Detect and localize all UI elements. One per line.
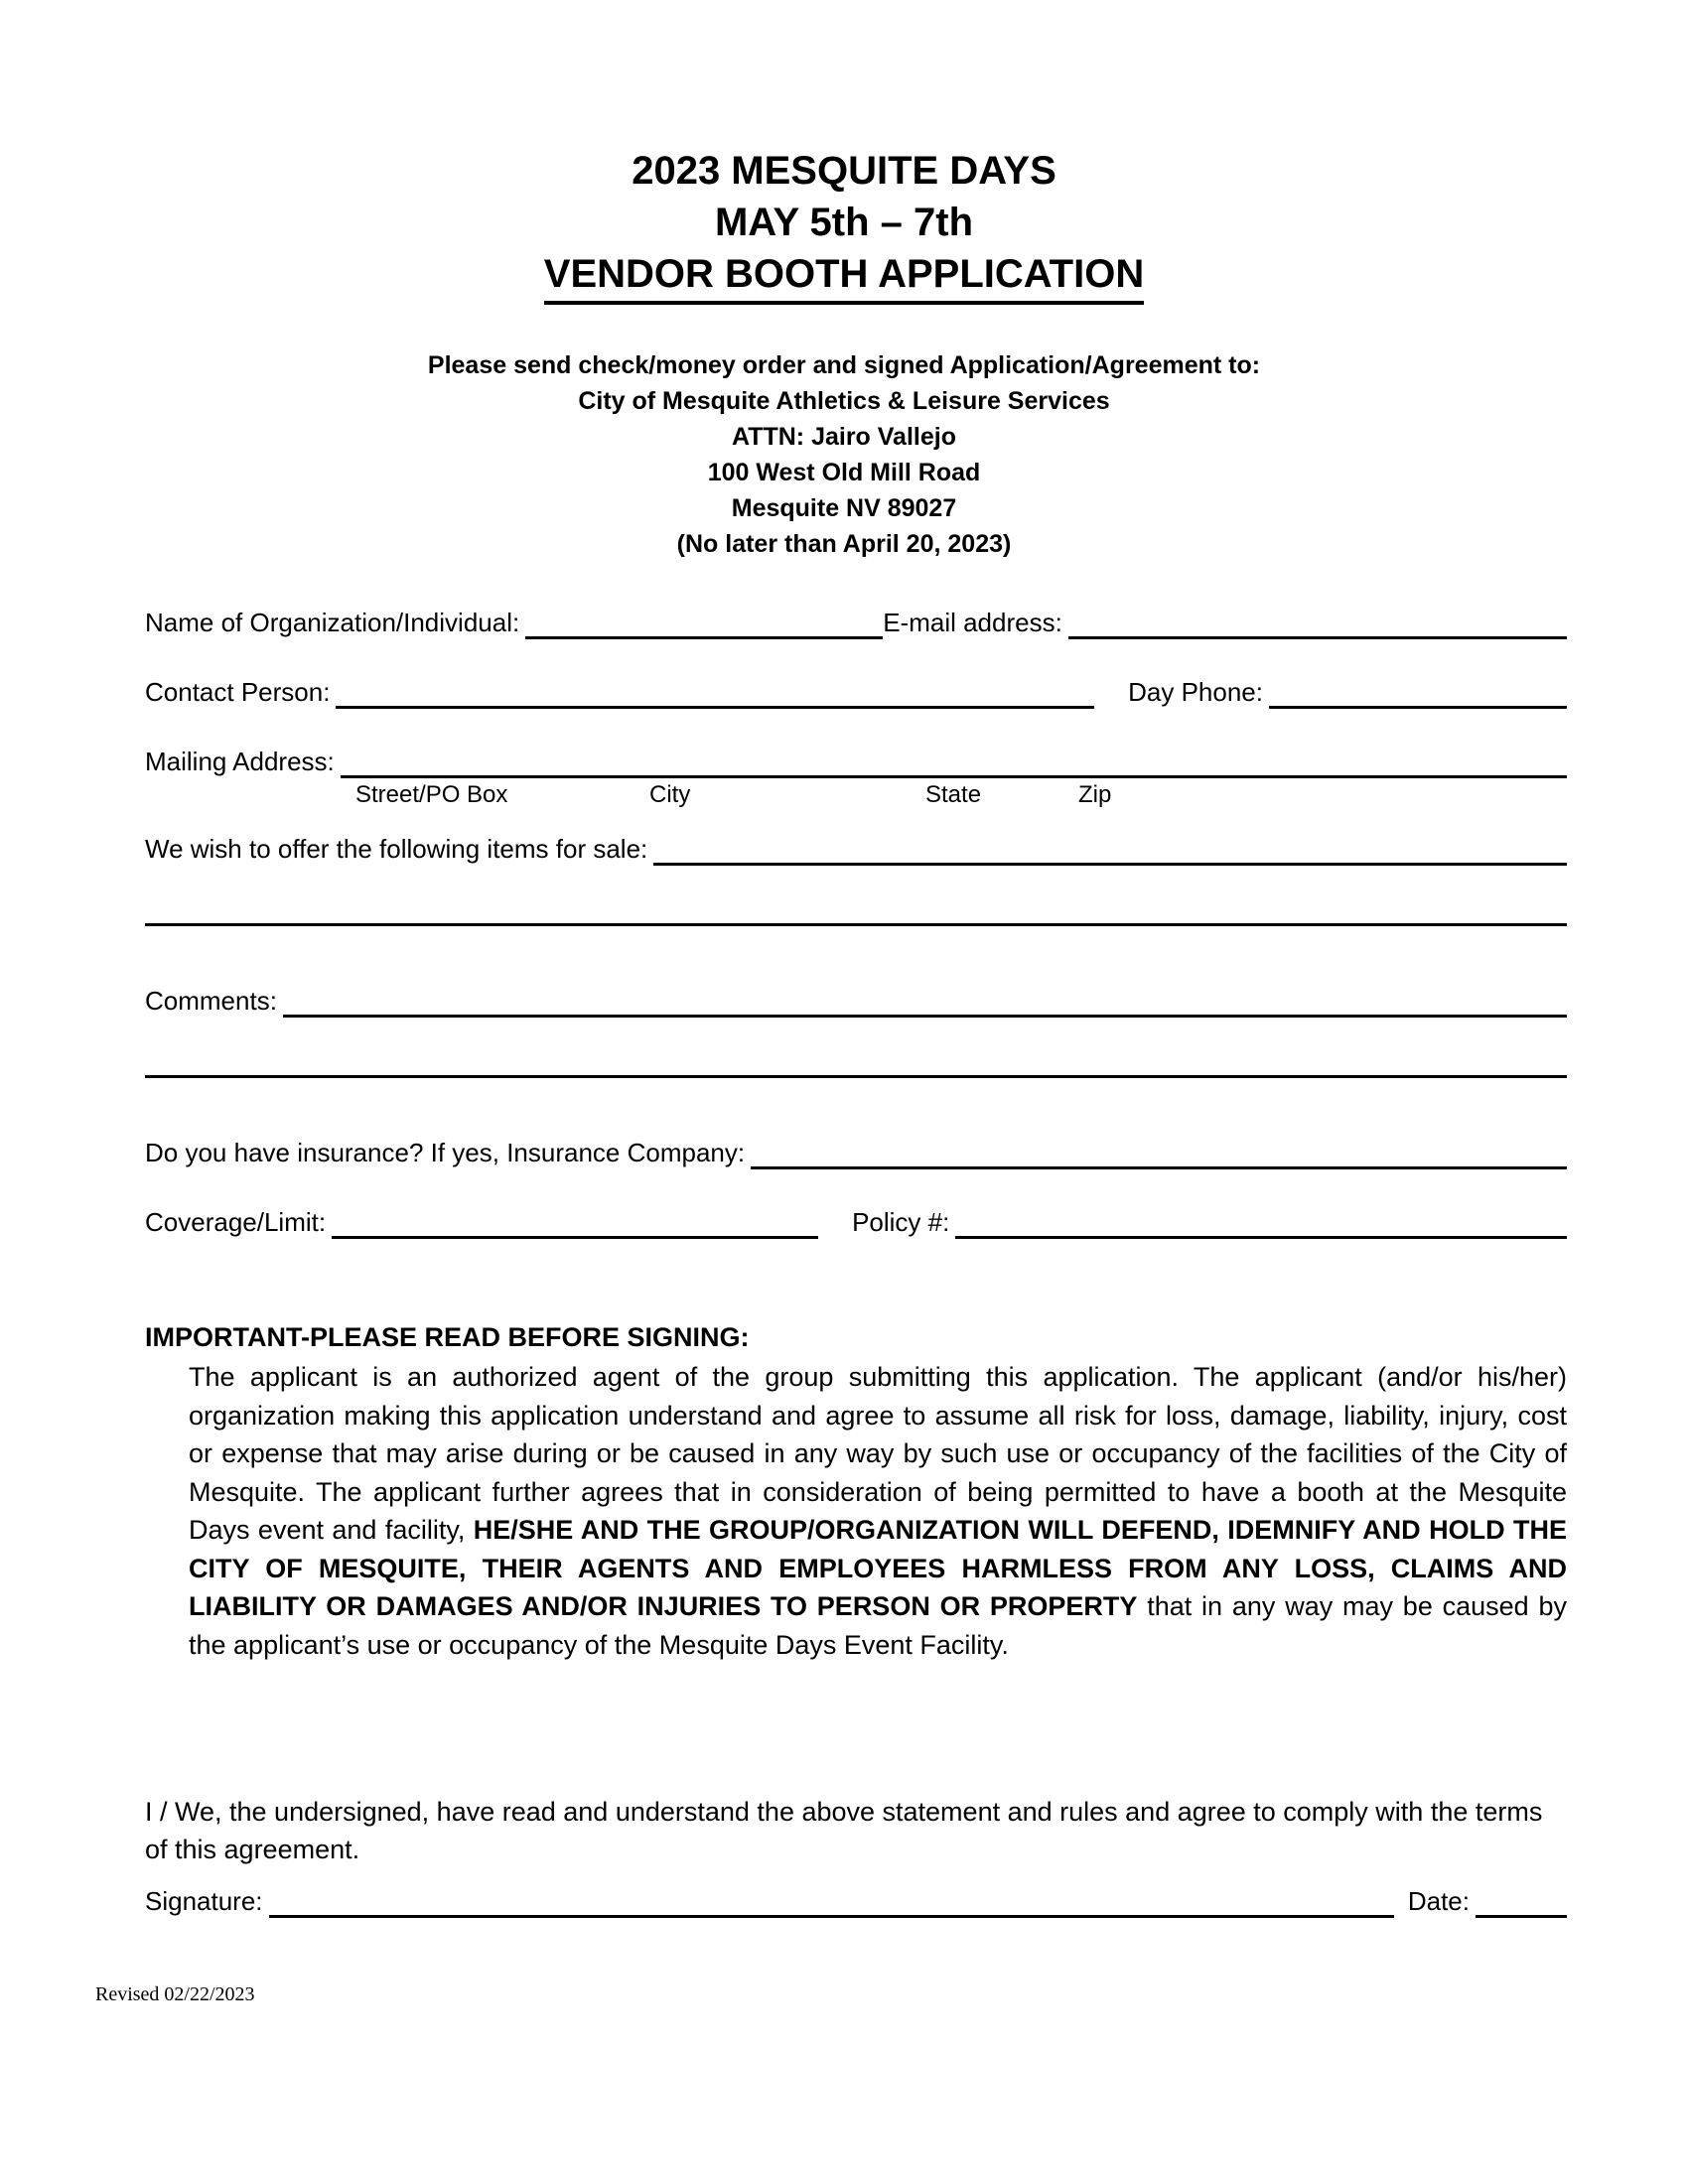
spacer <box>145 1169 1567 1205</box>
consent-statement: I / We, the undersigned, have read and understand the above statement and rules and agree to comply with the terms of this agreement. <box>145 1797 1543 1864</box>
send-attn: ATTN: Jairo Vallejo <box>732 423 956 451</box>
row-insurance <box>145 1136 1567 1169</box>
policy-input[interactable] <box>955 1206 1567 1239</box>
phone-input[interactable] <box>1269 676 1567 709</box>
row-organization-email <box>145 606 1567 639</box>
spacer <box>145 1078 1567 1136</box>
agreement-text-bold: HE/SHE AND THE GROUP/ORGANIZATION WILL DEFEND, IDEMNIFY AND HOLD THE CITY OF MESQUITE, THEIR AGENTS AND EMPLOYEES HARMLESS FROM ANY LOSS, CLAIMS AND LIABILITY OR DAMAGES AND/OR INJURIES TO PERSON OR PROPERTY <box>189 1515 1567 1621</box>
comments-label: Comments: <box>145 986 277 1016</box>
send-street: 100 West Old Mill Road <box>707 459 981 486</box>
phone-label: Day Phone: <box>1128 677 1263 707</box>
row-mailing-address <box>145 745 1567 778</box>
items-for-sale-label: We wish to offer the following items for sale: <box>145 834 648 864</box>
insurance-label: Do you have insurance? If yes, Insurance Company: <box>145 1138 746 1167</box>
contact-label: Contact Person: <box>145 677 331 707</box>
subcaption-state: State <box>925 781 982 808</box>
title-line-dates: MAY 5th – 7th <box>714 201 974 244</box>
spacer <box>145 926 1567 984</box>
row-coverage-policy <box>145 1205 1567 1239</box>
send-city-state-zip: Mesquite NV 89027 <box>731 494 957 522</box>
spacer <box>145 709 1567 745</box>
send-department: City of Mesquite Athletics & Leisure Services <box>578 387 1110 415</box>
send-deadline: (No later than April 20, 2023) <box>676 530 1012 558</box>
organization-input[interactable] <box>525 607 883 639</box>
contact-input[interactable] <box>336 676 1094 709</box>
insurance-company-input[interactable] <box>751 1137 1567 1169</box>
spacer <box>145 1018 1567 1075</box>
email-input[interactable] <box>1068 607 1567 639</box>
title-underline-span: VENDOR BOOTH APPLICATION <box>544 248 1144 305</box>
date-label: Date: <box>1407 1886 1470 1916</box>
spacer <box>145 812 1567 832</box>
comments-input-line1[interactable] <box>283 985 1567 1018</box>
title-line-form-name <box>0 248 1688 305</box>
email-label: E-mail address: <box>883 608 1062 637</box>
row-comments <box>145 984 1567 1018</box>
subcaption-zip: Zip <box>1078 781 1112 808</box>
mailing-address-label: Mailing Address: <box>145 747 335 776</box>
signature-input[interactable] <box>269 1885 1394 1918</box>
title-line-event: 2023 MESQUITE DAYS <box>632 149 1056 193</box>
agreement-text-part2: that in any way may be caused by the applicant’s use or occupancy of the Mesquite Days Event Facility. <box>189 1591 1567 1660</box>
signature-label: Signature: <box>145 1886 263 1916</box>
agreement-section <box>145 1320 1567 1664</box>
submission-address-block <box>0 347 1688 562</box>
agreement-text-part1: The applicant is an authorized agent of the group submitting this application. The applicant (and/or his/her) organization making this application understand and agree to assume all risk for loss, damage, liability, injury, cost or expense that may arise during or be caused in any way by such use or occupancy of the facilities of the City of Mesquite. The applicant further agrees that in consideration of being permitted to have a booth at the Mesquite Days event and facility, <box>189 1362 1567 1545</box>
agreement-heading: IMPORTANT-PLEASE READ BEFORE SIGNING: <box>145 1322 750 1352</box>
subcaption-street: Street/PO Box <box>355 781 508 808</box>
form-fields-area <box>145 606 1567 1239</box>
mailing-subcaptions <box>145 778 1567 812</box>
document-title-block <box>0 145 1688 305</box>
coverage-label: Coverage/Limit: <box>145 1207 327 1237</box>
policy-label: Policy #: <box>852 1207 950 1237</box>
agreement-paragraph <box>189 1358 1567 1664</box>
spacer <box>145 866 1567 923</box>
date-input[interactable] <box>1476 1885 1567 1918</box>
organization-label: Name of Organization/Individual: <box>145 608 520 637</box>
revision-note: Revised 02/22/2023 <box>95 1983 255 2005</box>
items-for-sale-input-line1[interactable] <box>653 833 1567 866</box>
subcaption-city: City <box>649 781 691 808</box>
row-signature-date <box>145 1884 1567 1918</box>
signature-section <box>145 1884 1567 1918</box>
spacer <box>145 639 1567 675</box>
coverage-input[interactable] <box>332 1206 818 1239</box>
mailing-address-input[interactable] <box>341 746 1567 778</box>
row-items-for-sale <box>145 832 1567 866</box>
row-contact-phone <box>145 675 1567 709</box>
send-instructions: Please send check/money order and signed Application/Agreement to: <box>427 351 1261 379</box>
